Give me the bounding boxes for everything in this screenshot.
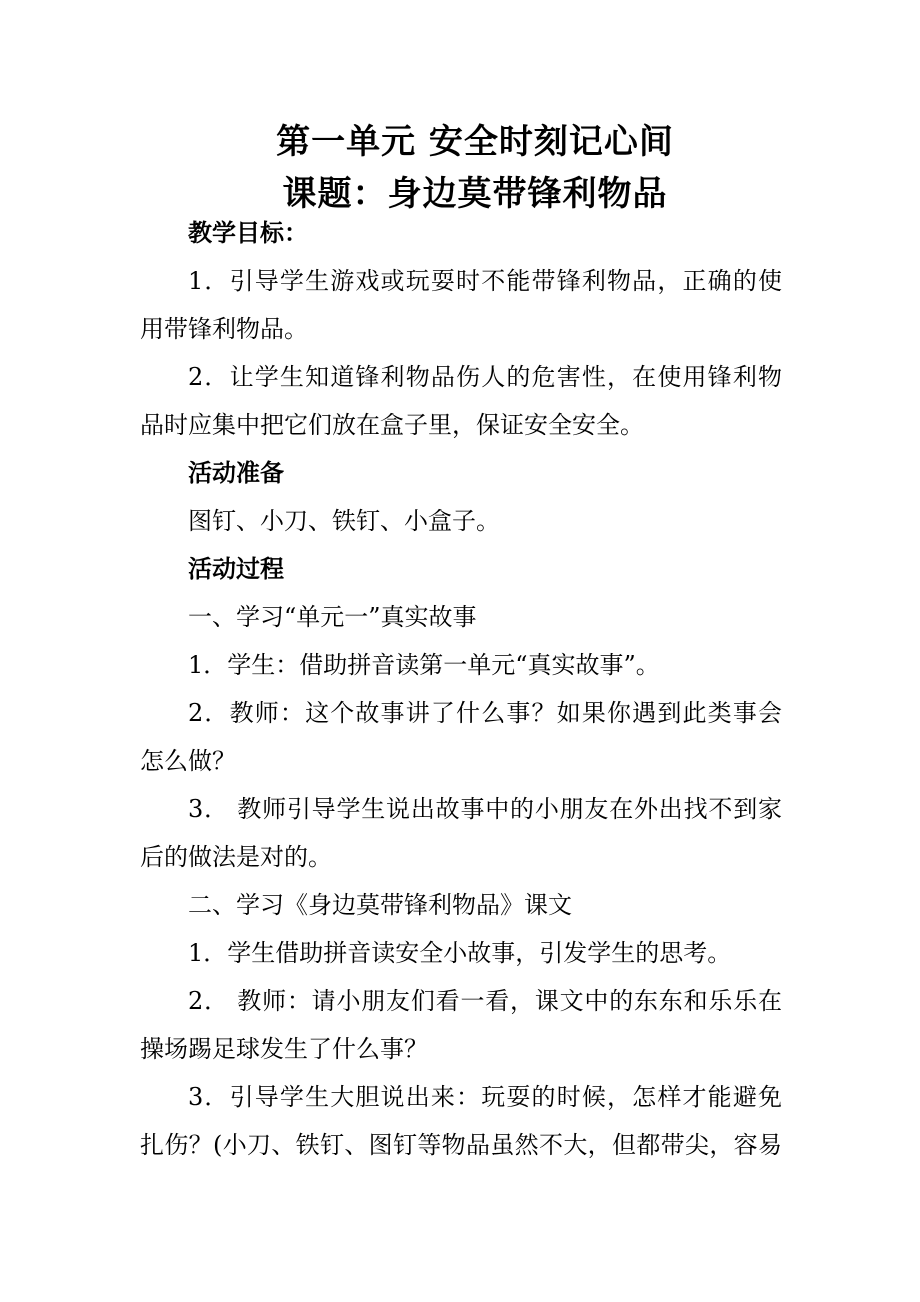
section-2-item-1: 1．学生借助拼音读安全小故事，引发学生的思考。: [188, 939, 732, 967]
section-1-item-3-line-1: 3． 教师引导学生说出故事中的小朋友在外出找不到家: [188, 795, 782, 823]
section-1-item-2-line-1: 2．教师：这个故事讲了什么事？如果你遇到此类事会: [188, 699, 782, 727]
section-1-item-3-line-2: 后的做法是对的。: [140, 843, 332, 871]
preparation-items: 图钉、小刀、铁钉、小盒子。: [188, 507, 500, 535]
heading-process: 活动过程: [188, 555, 284, 583]
goal-2-line-2: 品时应集中把它们放在盒子里，保证安全安全。: [140, 411, 644, 439]
lesson-title: 课题：身边莫带锋利物品: [282, 174, 668, 214]
unit-title: 第一单元 安全时刻记心间: [276, 122, 674, 162]
section-1-item-1: 1．学生：借助拼音读第一单元“真实故事”。: [188, 651, 660, 679]
goal-1-line-2: 用带锋利物品。: [140, 315, 308, 343]
heading-goals: 教学目标：: [188, 219, 308, 247]
section-1-item-2-line-2: 怎么做？: [140, 747, 236, 775]
section-2-title: 二、学习《身边莫带锋利物品》课文: [188, 891, 572, 919]
section-2-item-2-line-1: 2． 教师：请小朋友们看一看，课文中的东东和乐乐在: [188, 987, 782, 1015]
section-2-item-2-line-2: 操场踢足球发生了什么事？: [140, 1035, 428, 1063]
goal-2-line-1: 2．让学生知道锋利物品伤人的危害性，在使用锋利物: [188, 363, 782, 391]
goal-1-line-1: 1．引导学生游戏或玩耍时不能带锋利物品，正确的使: [188, 267, 782, 295]
section-2-item-3-line-2: 扎伤？(小刀、铁钉、图钉等物品虽然不大，但都带尖，容易: [140, 1131, 782, 1159]
heading-preparation: 活动准备: [188, 459, 284, 487]
section-2-item-3-line-1: 3．引导学生大胆说出来：玩耍的时候，怎样才能避免: [188, 1083, 782, 1111]
section-1-title: 一、学习“单元一”真实故事: [188, 603, 477, 631]
